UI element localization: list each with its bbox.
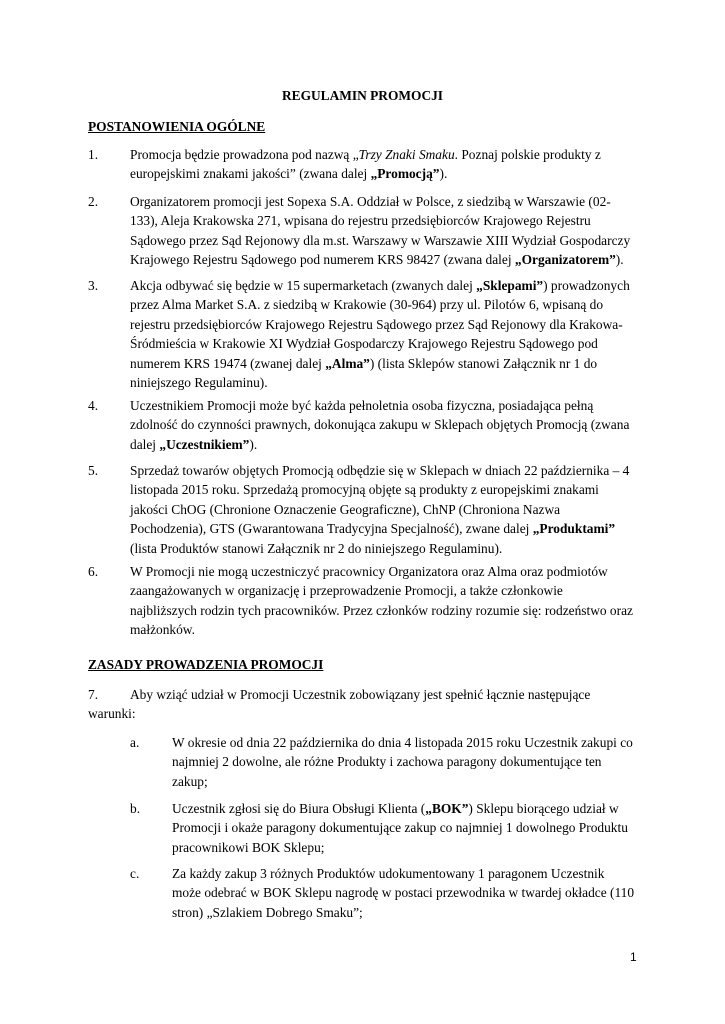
item-text: Aby wziąć udział w Promocji Uczestnik zobowiązany jest spełnić łącznie następujące warunki: <box>88 687 591 722</box>
list-item-1 <box>88 145 633 184</box>
section-heading-rules: ZASADY PROWADZENIA PROMOCJI <box>88 657 324 672</box>
item-number: 4. <box>88 398 99 413</box>
item-text: Sprzedaż towarów objętych Promocją odbędzie się w Sklepach w dniach 22 października – 4 listopada 2015 roku. Sprzedażą promocyjną objęte są produkty z europejskimi znakami jakości ChOG (Chronione Oznaczenie Geograficzne), ChNP (Chroniona Nazwa Pochodzenia), GTS (Gwarantowana Tradycyjna Specjalność), zwane dalej „Produktami” (lista Produktów stanowi Załącznik nr 2 do niniejszego Regulaminu). <box>130 463 630 556</box>
item-text: Akcja odbywać się będzie w 15 supermarketach (zwanych dalej „Sklepami”) prowadzonych przez Alma Market S.A. z siedzibą w Krakowie (30-964) przy ul. Pilotów 6, wpisaną do rejestru przedsiębiorców Krajowego Rejestru Sądowego przez Sąd Rejonowy dla Krakowa-Śródmieścia w Krakowie XI Wydział Gospodarczy Krajowego Rejestru Sądowego pod numerem KRS 19474 (zwanej dalej „Alma”) (lista Sklepów stanowi Załącznik nr 1 do niniejszego Regulaminu). <box>130 278 630 391</box>
item-number: 1. <box>88 147 99 162</box>
sub-item-letter: a. <box>130 735 140 750</box>
sub-item-text: W okresie od dnia 22 października do dnia 4 listopada 2015 roku Uczestnik zakupi co najmniej 2 dowolne, ale różne Produkty i zachowa paragony dokumentujące ten zakup; <box>172 735 633 789</box>
sub-item-c <box>130 864 635 922</box>
list-item-3 <box>88 276 633 392</box>
item-text: W Promocji nie mogą uczestniczyć pracownicy Organizatora oraz Alma oraz podmiotów zaangażowanych w organizację i przeprowadzenie Promocji, a także członkowie najbliższych rodzin tych pracowników. Przez członków rodziny rozumie się: rodzeństwo oraz małżonków. <box>130 564 633 638</box>
item-text: Organizatorem promocji jest Sopexa S.A. Oddział w Polsce, z siedzibą w Warszawie (02-133), Aleja Krakowska 271, wpisana do rejestru przedsiębiorców Krajowego Rejestru Sądowego przez Sąd Rejonowy dla m.st. Warszawy w Warszawie XIII Wydział Gospodarczy Krajowego Rejestru Sądowego pod numerem KRS 98427 (zwana dalej „Organizatorem”). <box>130 194 631 268</box>
section-heading-general: POSTANOWIENIA OGÓLNE <box>88 119 266 134</box>
page-number: 1 <box>630 950 637 964</box>
list-item-6 <box>88 562 633 640</box>
item-number: 7. <box>88 687 99 702</box>
list-item-2 <box>88 192 633 270</box>
item-number: 2. <box>88 194 99 209</box>
sub-item-letter: c. <box>130 866 140 881</box>
item-number: 3. <box>88 278 99 293</box>
sub-item-text: Za każdy zakup 3 różnych Produktów udokumentowany 1 paragonem Uczestnik może odebrać w BOK Sklepu nagrodę w postaci przewodnika w twardej okładce (110 stron) „Szlakiem Dobrego Smaku”; <box>172 866 635 920</box>
sub-item-text: Uczestnik zgłosi się do Biura Obsługi Klienta („BOK”) Sklepu biorącego udział w Promocji i okaże paragony dokumentujące zakup co najmniej 1 dowolnego Produktu pracownikowi BOK Sklepu; <box>172 801 628 855</box>
item-number: 6. <box>88 564 99 579</box>
list-item-5 <box>88 461 633 558</box>
item-text: Promocja będzie prowadzona pod nazwą „Trzy Znaki Smaku. Poznaj polskie produkty z europejskimi znakami jakości” (zwana dalej „Promocją”). <box>130 147 601 182</box>
sub-item-a <box>130 733 635 791</box>
sub-item-letter: b. <box>130 801 141 816</box>
item-number: 5. <box>88 463 99 478</box>
sub-item-b <box>130 799 635 857</box>
page-title: REGULAMIN PROMOCJI <box>281 88 444 103</box>
item-text: Uczestnikiem Promocji może być każda pełnoletnia osoba fizyczna, posiadająca pełną zdolność do czynności prawnych, dokonująca zakupu w Sklepach objętych Promocją (zwana dalej „Uczestnikiem”). <box>130 398 630 452</box>
list-item-7 <box>88 685 633 724</box>
list-item-4 <box>88 396 633 454</box>
